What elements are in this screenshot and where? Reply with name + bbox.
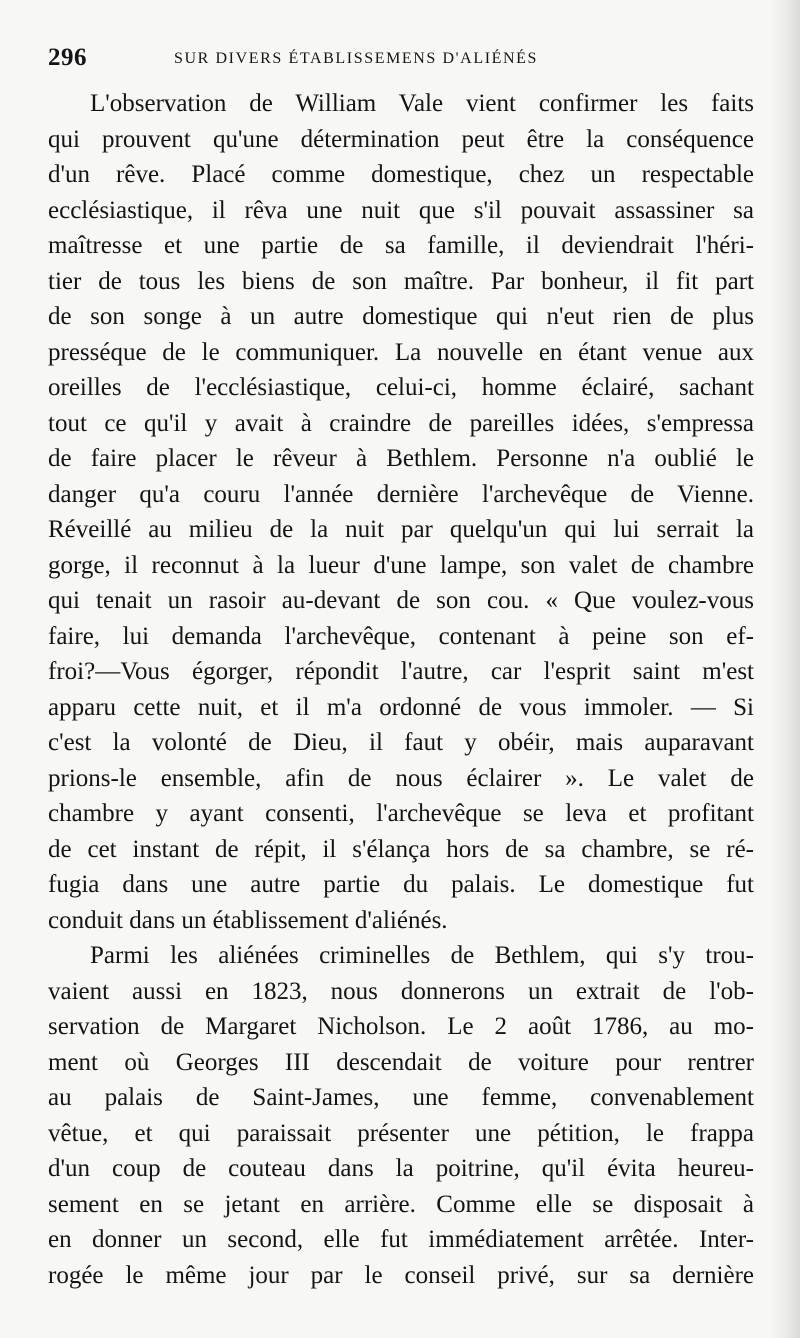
page-edge-shadow [770, 0, 800, 1338]
text-line: Parmi les aliénées criminelles de Bethlem, qui s'y trou- [90, 942, 754, 969]
text-line: au palais de Saint-James, une femme, convenablement [48, 1084, 754, 1111]
page-header [48, 44, 748, 78]
text-line: en donner un second, elle fut immédiatement arrêtée. Inter- [48, 1226, 754, 1253]
text-line: presséque de le communiquer. La nouvelle en étant venue aux [48, 338, 754, 366]
text-line: prions-le ensemble, afin de nous éclairer ». Le valet de [48, 764, 754, 792]
text-line: L'observation de William Vale vient confirmer les faits [90, 90, 754, 117]
text-line: d'un coup de couteau dans la poitrine, qu'il évita heureu- [48, 1155, 754, 1182]
text-line: rogée le même jour par le conseil privé, sur sa dernière [48, 1261, 754, 1289]
text-line: faire, lui demanda l'archevêque, contenant à peine son ef- [48, 622, 754, 650]
text-line: froi?—Vous égorger, répondit l'autre, car l'esprit saint m'est [48, 658, 754, 685]
text-line: ment où Georges III descendait de voiture pour rentrer [48, 1048, 754, 1076]
text-line: de cet instant de répit, il s'élança hors de sa chambre, se ré- [48, 835, 754, 863]
text-line: Réveillé au milieu de la nuit par quelqu'un qui lui serrait la [48, 516, 754, 543]
text-line: tier de tous les biens de son maître. Par bonheur, il fit part [48, 267, 754, 295]
text-line: c'est la volonté de Dieu, il faut y obéir, mais auparavant [48, 729, 754, 756]
running-head: SUR DIVERS ÉTABLISSEMENS D'ALIÉNÉS [174, 50, 539, 67]
text-line: vêtue, et qui paraissait présenter une pétition, le frappa [48, 1119, 754, 1147]
text-line: conduit dans un établissement d'aliénés. [48, 906, 448, 934]
page-number: 296 [48, 44, 87, 71]
text-line: servation de Margaret Nicholson. Le 2 août 1786, au mo- [48, 1013, 754, 1040]
body-text [48, 86, 754, 1293]
text-line: qui tenait un rasoir au-devant de son cou. « Que voulez-vous [48, 587, 754, 614]
text-line: vaient aussi en 1823, nous donnerons un extrait de l'ob- [48, 977, 754, 1005]
text-line: de son songe à un autre domestique qui n'eut rien de plus [48, 303, 754, 330]
paragraph [48, 938, 754, 1293]
text-line: tout ce qu'il y avait à craindre de pareilles idées, s'empressa [48, 409, 754, 437]
text-line: maîtresse et une partie de sa famille, il deviendrait l'héri- [48, 232, 754, 259]
text-line: oreilles de l'ecclésiastique, celui-ci, homme éclairé, sachant [48, 374, 754, 401]
text-line: gorge, il reconnut à la lueur d'une lampe, son valet de chambre [48, 551, 754, 579]
text-line: de faire placer le rêveur à Bethlem. Personne n'a oublié le [48, 445, 754, 472]
text-line: ecclésiastique, il rêva une nuit que s'il pouvait assassiner sa [48, 196, 754, 224]
text-line: qui prouvent qu'une détermination peut être la conséquence [48, 125, 754, 153]
text-line: chambre y ayant consenti, l'archevêque se leva et profitant [48, 800, 754, 827]
text-line: d'un rêve. Placé comme domestique, chez un respectable [48, 161, 754, 188]
text-line: fugia dans une autre partie du palais. Le domestique fut [48, 871, 754, 898]
text-line: danger qu'a couru l'année dernière l'archevêque de Vienne. [48, 480, 754, 508]
text-line: sement en se jetant en arrière. Comme elle se disposait à [48, 1190, 754, 1218]
text-line: apparu cette nuit, et il m'a ordonné de vous immoler. — Si [48, 693, 754, 721]
paragraph [48, 86, 754, 938]
